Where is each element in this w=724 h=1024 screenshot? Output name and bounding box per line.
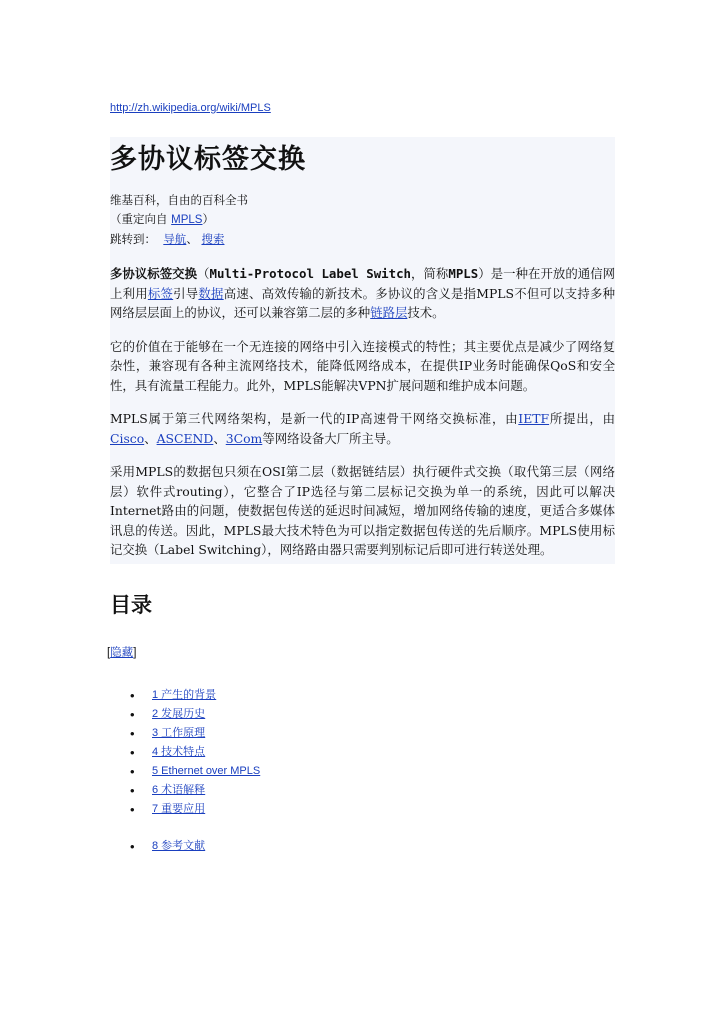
toc-link-principle[interactable]: 3 工作原理 xyxy=(152,726,206,739)
toc-link-references[interactable]: 8 参考文献 xyxy=(152,839,206,852)
intro-paragraph xyxy=(110,264,615,323)
text: ，简称 xyxy=(411,266,449,281)
redirect-notice xyxy=(110,210,615,230)
text: 所提出，由 xyxy=(549,411,615,426)
nav-link[interactable]: 导航 xyxy=(163,234,187,246)
term-bold: 多协议标签交换 xyxy=(110,266,198,281)
text: 技术。 xyxy=(407,305,445,320)
site-subtitle: 维基百科，自由的百科全书 xyxy=(110,193,248,207)
switching-paragraph: 采用MPLS的数据包只须在OSI第二层（数据链结层）执行硬件式交换（取代第三层（网络层）软件式routing），它整合了IP选径与第二层标记交换为单一的系统，因此可以解决Internet路由的问题，使数据包传送的延迟时间减短，增加网络传输的速度，更适合多媒体讯息的传送。因此，MPLS最大技术特色为可以指定数据包传送的先后顺序。MPLS使用标记交换（Label Switching），网络路由器只需要判别标记后即可进行转送处理。 xyxy=(110,464,615,557)
jump-to xyxy=(110,230,615,250)
toc-item xyxy=(110,743,615,762)
text: 引导 xyxy=(173,285,199,301)
text: MPLS属于第三代网络架构，是新一代的IP高速骨干网络交换标准，由 xyxy=(110,411,519,426)
bracket: ] xyxy=(133,646,137,659)
toc-link-applications[interactable]: 7 重要应用 xyxy=(152,802,206,815)
toc-item xyxy=(110,800,615,819)
term-abbrev: MPLS xyxy=(448,266,479,281)
jump-separator: 、 xyxy=(186,232,198,246)
value-paragraph: 它的价值在于能够在一个无连接的网络中引入连接模式的特性；其主要优点是减少了网络复杂性，兼容现有各种主流网络技术，能降低网络成本，在提供IP业务时能确保QoS和安全性，具有流量工程能力。此外，MPLS能解决VPN扩展问题和维护成本问题。 xyxy=(110,338,615,393)
toc-heading: 目录 xyxy=(110,592,152,617)
text: ）是一种在开放的通信网上利用 xyxy=(110,266,616,301)
text: （ xyxy=(197,266,210,281)
term-english: Multi-Protocol Label Switch xyxy=(209,266,412,281)
toc-item xyxy=(110,781,615,800)
jump-prefix: 跳转到： xyxy=(110,232,156,246)
redirect-link[interactable]: MPLS xyxy=(171,214,203,226)
article-meta xyxy=(110,191,615,250)
toc-link-terms[interactable]: 6 术语解释 xyxy=(152,783,206,796)
link-ascend[interactable]: ASCEND xyxy=(156,430,214,446)
toc-link-background[interactable]: 1 产生的背景 xyxy=(152,688,217,701)
source-url-link[interactable]: http://zh.wikipedia.org/wiki/MPLS xyxy=(110,102,271,114)
link-3com[interactable]: 3Com xyxy=(225,430,263,446)
architecture-paragraph xyxy=(110,409,615,448)
redirect-prefix: （重定向自 xyxy=(110,212,172,226)
page-title: 多协议标签交换 xyxy=(110,144,306,175)
redirect-suffix: ） xyxy=(202,212,214,226)
text: 等网络设备大厂所主导。 xyxy=(262,430,399,446)
link-ietf[interactable]: IETF xyxy=(518,411,550,426)
search-link[interactable]: 搜索 xyxy=(201,234,225,246)
toc-hide-link[interactable]: 隐藏 xyxy=(110,646,134,659)
article xyxy=(107,96,616,856)
toc-item xyxy=(110,762,615,781)
toc-link-history[interactable]: 2 发展历史 xyxy=(152,707,206,720)
toc-toggle xyxy=(107,644,615,660)
link-cisco[interactable]: Cisco xyxy=(110,430,145,446)
text: 高速、高效传输的新技术。多协议的含义是指MPLS不但可以支持多种网络层层面上的协议，还可以兼容第二层的多种 xyxy=(110,285,616,320)
toc-list xyxy=(110,686,615,856)
link-data[interactable]: 数据 xyxy=(198,285,224,301)
toc-item xyxy=(110,837,615,856)
link-label[interactable]: 标签 xyxy=(147,285,174,301)
toc-item xyxy=(110,705,615,724)
toc-item xyxy=(110,686,615,705)
text: 、 xyxy=(144,430,157,446)
article-body xyxy=(110,137,615,564)
toc-item xyxy=(110,724,615,743)
bracket: [ xyxy=(107,646,111,659)
toc-link-ethernet[interactable]: 5 Ethernet over MPLS xyxy=(152,764,261,777)
text: 、 xyxy=(213,430,226,446)
link-link-layer[interactable]: 链路层 xyxy=(370,305,408,320)
toc-link-features[interactable]: 4 技术特点 xyxy=(152,745,206,758)
